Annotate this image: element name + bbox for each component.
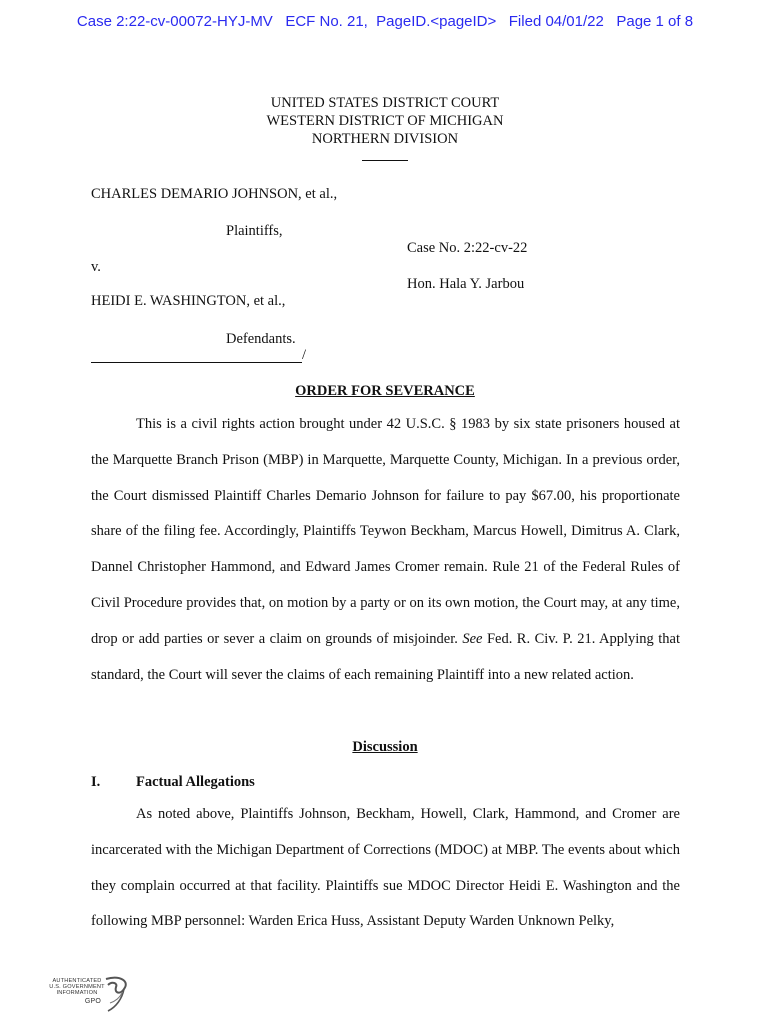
section-number: I. bbox=[91, 774, 101, 790]
court-name-line-3: NORTHERN DIVISION bbox=[311, 131, 459, 147]
court-name-line-1: UNITED STATES DISTRICT COURT bbox=[270, 95, 500, 111]
defendant-name: HEIDI E. WASHINGTON, et al., bbox=[91, 293, 286, 309]
caption-end-slash: / bbox=[302, 347, 307, 363]
gpo-line-4: GPO bbox=[84, 998, 102, 1005]
plaintiffs-label: Plaintiffs, bbox=[226, 223, 283, 239]
caption-end-rule bbox=[91, 362, 302, 363]
paragraph-intro bbox=[91, 407, 680, 693]
paragraph-intro-tail: Fed. R. Civ. P. 21. Applying that standard, the Court will sever the claims of each remaining Plaintiff into a new related action. bbox=[91, 630, 681, 683]
caption-divider bbox=[362, 160, 408, 161]
defendants-label: Defendants. bbox=[226, 331, 296, 347]
case-number: Case No. 2:22-cv-22 bbox=[407, 240, 528, 256]
see-signal: See bbox=[462, 630, 483, 647]
versus: v. bbox=[91, 259, 101, 275]
plaintiff-name: CHARLES DEMARIO JOHNSON, et al., bbox=[91, 186, 338, 202]
section-title: Factual Allegations bbox=[136, 774, 255, 790]
ecf-header-stamp: Case 2:22-cv-00072-HYJ-MV ECF No. 21, PageID.<pageID> Filed 04/01/22 Page 1 of 8 bbox=[76, 13, 694, 30]
gpo-line-2: U.S. GOVERNMENT bbox=[49, 984, 105, 990]
order-title: ORDER FOR SEVERANCE bbox=[295, 383, 475, 399]
gpo-line-1: AUTHENTICATED bbox=[52, 978, 102, 984]
discussion-heading: Discussion bbox=[352, 739, 418, 755]
court-name-line-2: WESTERN DISTRICT OF MICHIGAN bbox=[266, 113, 504, 129]
paragraph-factual: As noted above, Plaintiffs Johnson, Beckham, Howell, Clark, Hammond, and Cromer are incarcerated with the Michigan Department of Corrections (MDOC) at MBP. The events about which they complain occurred at that facility. Plaintiffs sue MDOC Director Heidi E. Washington and the following MBP personnel: Warden Erica Huss, Assistant Deputy Warden Unknown Pelky, bbox=[91, 806, 680, 930]
gpo-line-3: INFORMATION bbox=[56, 990, 98, 996]
gpo-eagle-icon bbox=[40, 973, 132, 1013]
paragraph-intro-text: This is a civil rights action brought under 42 U.S.C. § 1983 by six state prisoners housed at the Marquette Branch Prison (MBP) in Marquette, Marquette County, Michigan. In a previous order, the Court dismissed Plaintiff Charles Demario Johnson for failure to pay $67.00, his proportionate share of the filing fee. Accordingly, Plaintiffs Teywon Beckham, Marcus Howell, Dimitrus A. Clark, Dannel Christopher Hammond, and Edward James Cromer remain. Rule 21 of the Federal Rules of Civil Procedure provides that, on motion by a party or on its own motion, the Court may, at any time, drop or add parties or sever a claim on grounds of misjoinder. bbox=[91, 416, 680, 647]
judge-name: Hon. Hala Y. Jarbou bbox=[407, 276, 525, 292]
